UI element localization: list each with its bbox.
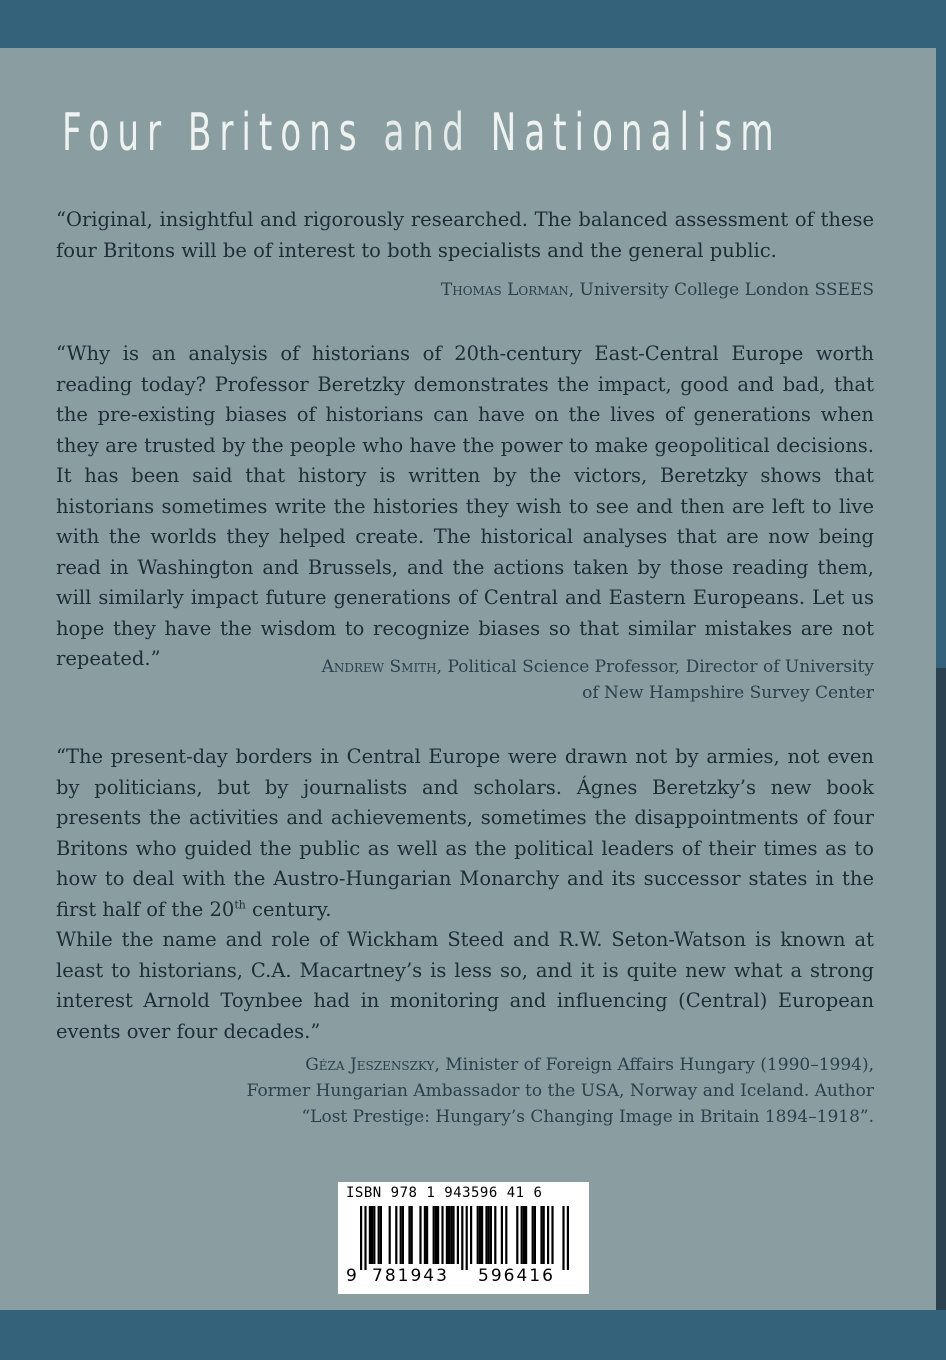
- barcode-bar: [452, 1206, 454, 1264]
- barcode-bar: [485, 1206, 487, 1264]
- review-attribution-1: [56, 277, 874, 303]
- book-title: [62, 100, 782, 166]
- title-part-1: Four Britons: [62, 103, 365, 163]
- barcode-left-digits: 781943: [372, 1266, 449, 1286]
- barcode-bar: [433, 1206, 435, 1264]
- barcode-bar: [435, 1206, 437, 1264]
- review-quote-3: [56, 742, 874, 1047]
- barcode-bar: [424, 1206, 426, 1264]
- barcode-bar: [402, 1206, 404, 1264]
- barcode-bar: [534, 1206, 536, 1264]
- barcode-bar: [448, 1206, 450, 1264]
- barcode-bar: [567, 1206, 569, 1270]
- reviewer-name: Andrew Smith: [321, 657, 437, 677]
- barcode-bar: [477, 1206, 479, 1264]
- barcode-bar: [360, 1206, 362, 1270]
- barcode-bar: [419, 1206, 421, 1264]
- reviewer-name: Thomas Lorman: [440, 280, 569, 300]
- reviewer-affiliation: , University College London SSEES: [568, 280, 874, 300]
- reviewer-affiliation: , Minister of Foreign Affairs Hungary (1990–1994),: [434, 1055, 874, 1075]
- barcode-bar: [378, 1206, 380, 1264]
- barcode-bar: [371, 1206, 373, 1264]
- barcode-bar: [521, 1206, 523, 1264]
- quote-paragraph-2: While the name and role of Wickham Steed and R.W. Seton-Watson is known at least to historians, C.A. Macartney’s is less so, and it is quite new what a strong interest Arnold Toynbee had in monitoring and influencing (Central) European events over four decades.”: [56, 928, 874, 1043]
- barcode-bar: [446, 1206, 448, 1264]
- reviewer-name: Géza Jeszenszky: [305, 1055, 435, 1075]
- review-attribution-2: [56, 654, 874, 706]
- barcode-bar: [516, 1206, 518, 1264]
- review-attribution-3: [56, 1052, 874, 1130]
- barcode-bar: [479, 1206, 481, 1264]
- barcode-bar: [488, 1206, 490, 1264]
- barcode-bar: [426, 1206, 428, 1264]
- barcode-bar: [470, 1206, 472, 1264]
- title-part-2: and: [383, 103, 472, 163]
- barcode-bar: [369, 1206, 371, 1264]
- quote-text: “Original, insightful and rigorously researched. The balanced assessment of these four Britons will be of interest to both specialists and the general public.: [56, 208, 874, 262]
- barcode-bar: [551, 1206, 553, 1264]
- reviewer-affiliation-cont: Former Hungarian Ambassador to the USA, Norway and Iceland. Author: [246, 1081, 874, 1101]
- reviewer-affiliation-cont: of New Hampshire Survey Center: [582, 683, 874, 703]
- spine-shade: [936, 668, 946, 1310]
- barcode-bar: [481, 1206, 483, 1264]
- reviewer-affiliation: , Political Science Professor, Director of University: [436, 657, 874, 677]
- isbn-barcode: [338, 1182, 589, 1294]
- barcode-lead-digit: 9: [346, 1266, 357, 1286]
- barcode-bar: [501, 1206, 503, 1264]
- barcode-bar: [543, 1206, 545, 1264]
- quote-text: “Why is an analysis of historians of 20th-century East-Central Europe worth reading today? Professor Beretzky demonstrates the impact, good and bad, that the pre-existing biases of historians can have on the lives of generations when they are trusted by the people who have the power to make geopolitical decisions. It has been said that history is written by the victors, Beretzky shows that historians sometimes write the histories they wish to see and then are left to live with the worlds they helped create. The historical analyses that are now being read in Washington and Brussels, and the actions taken by those reading them, will similarly impact future generations of Central and Eastern Europeans. Let us hope they have the wisdom to recognize biases so that similar mistakes are not repeated.”: [56, 342, 874, 670]
- barcode-bar: [400, 1206, 402, 1264]
- barcode-bar: [441, 1206, 443, 1264]
- review-quote-1: [56, 205, 874, 266]
- barcode-bar: [408, 1206, 410, 1264]
- title-part-3: Nationalism: [490, 103, 782, 163]
- barcode-bar: [457, 1206, 459, 1264]
- barcode-bar: [547, 1206, 549, 1264]
- barcode-bar: [389, 1206, 391, 1264]
- barcode-bar: [364, 1206, 366, 1270]
- barcode-bar: [523, 1206, 525, 1264]
- barcode-bar: [411, 1206, 413, 1264]
- barcode-bar: [437, 1206, 439, 1264]
- quote-paragraph-1: [56, 742, 874, 925]
- isbn-label: ISBN 978 1 943596 41 6: [346, 1185, 543, 1201]
- quote-text-end: century.: [245, 897, 332, 921]
- barcode-bar: [490, 1206, 492, 1264]
- barcode-bar: [380, 1206, 382, 1264]
- barcode-bar: [494, 1206, 496, 1264]
- reviewer-book-title: “Lost Prestige: Hungary’s Changing Image in Britain 1894–1918”.: [301, 1107, 874, 1127]
- ordinal-suffix: th: [234, 898, 246, 911]
- barcode-bar: [540, 1206, 542, 1264]
- barcode-bars: [344, 1206, 583, 1270]
- barcode-bar: [532, 1206, 534, 1264]
- barcode-bar: [395, 1206, 397, 1264]
- barcode-bar: [505, 1206, 507, 1264]
- barcode-bar: [450, 1206, 452, 1264]
- barcode-bar: [525, 1206, 527, 1264]
- barcode-right-digits: 596416: [478, 1266, 555, 1286]
- barcode-bar: [466, 1206, 468, 1270]
- review-quote-2: [56, 339, 874, 675]
- barcode-bar: [562, 1206, 564, 1270]
- quote-text: “The present-day borders in Central Europe were drawn not by armies, not even by politicians, but by journalists and scholars. Ágnes Beretzky’s new book presents the activities and achievements, sometimes the disappointments of four Britons who guided the public as well as the political leaders of their times as to how to deal with the Austro-Hungarian Monarchy and its successor states in the first half of the 20: [56, 745, 874, 921]
- barcode-bar: [461, 1206, 463, 1270]
- barcode-bar: [373, 1206, 375, 1264]
